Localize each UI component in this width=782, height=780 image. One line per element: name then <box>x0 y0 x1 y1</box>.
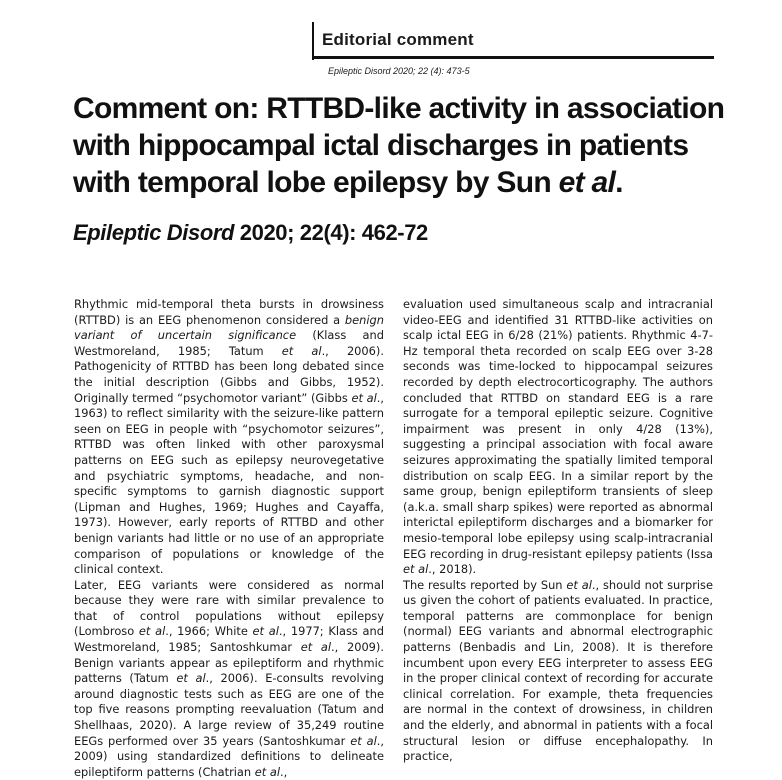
paragraph <box>74 578 384 780</box>
text-run: ., 2018). <box>428 562 477 577</box>
section-rule <box>314 56 714 59</box>
text-run: ., 1977; Klass and Westmoreland, 1985; Santoshkumar <box>74 624 384 655</box>
text-run: ., should not surprise us given the cohort of patients evaluated. In practice, temporal patterns are commonplace for benign (normal) EEG variants and abnormal electrographic patterns (Benbadis and Lin, 2008). It is therefore incumbent upon every EEG interpreter to assess EEG in the proper clinical context of recording for accurate clinical correlation. For example, theta frequencies are normal in the context of drowsiness, in children and the elderly, and abnormal in patients with a focal structural lesion or diffuse encephalopathy. In practice, <box>403 577 713 764</box>
text-run: ., 1966; White <box>165 624 253 639</box>
text-run: Rhythmic mid-temporal theta bursts in drowsiness (RTTBD) is an EEG phenomenon considered a <box>74 297 384 327</box>
section-header <box>312 22 714 60</box>
paragraph <box>74 297 384 578</box>
italic-text: et al <box>176 671 206 686</box>
journal-citation: Epileptic Disord 2020; 22 (4): 473-5 <box>328 66 470 76</box>
text-run: ., <box>280 764 288 779</box>
text-run: (Klass and Westmoreland, 1985; Tatum <box>74 328 384 358</box>
text-run: ., 2009) using standardized definitions to delineate epileptiform patterns (Chatrian <box>74 733 384 779</box>
italic-text: et al <box>566 577 592 592</box>
text-run: ., 2006). E-consults revolving around diagnostic tests such as EEG are one of the top five reasons prompting reevaluation (Tatum and Shellhaas, 2020). A large review of 35,249 routine EEGs performed over 35 years (Santoshkumar <box>74 671 384 748</box>
italic-text: benign variant of uncertain significance <box>74 312 384 343</box>
title-etal: et al <box>558 166 616 199</box>
section-label: Editorial comment <box>322 30 474 49</box>
title-end: . <box>615 166 623 199</box>
italic-text: et al <box>281 343 322 358</box>
text-run: ., 2006). Pathogenicity of RTTBD has been long debated since the initial description (Gibbs and Gibbs, 1952). Originally termed “psychomotor variant” (Gibbs <box>74 343 384 405</box>
reference-journal: Epileptic Disord <box>73 220 235 245</box>
italic-text: et al <box>252 624 279 639</box>
text-run: ., 2009). Benign variants appear as epileptiform and rhythmic patterns (Tatum <box>74 640 384 686</box>
italic-text: et al <box>300 640 332 655</box>
italic-text: et al <box>403 562 429 577</box>
right-column <box>403 297 713 765</box>
italic-text: et al <box>351 390 377 405</box>
italic-text: et al <box>138 624 166 639</box>
text-run: evaluation used simultaneous scalp and intracranial video-EEG and identified 31 RTTBD-like activities on scalp ictal EEG in 6/28 (21%) patients. Rhythmic 4-7-Hz temporal theta recorded on scalp EEG over 3-28 seconds was time-locked to hippocampal seizures recorded by depth electrocorticography. The authors concluded that RTTBD on standard EEG is a rare surrogate for a temporal epileptic seizure. Cognitive impairment was present in only 4/28 (13%), suggesting a principal association with focal aware seizures approximating the spatially limited temporal distribution on scalp EEG. In a similar report by the same group, benign epileptiform transients of sleep (a.k.a. small sharp spikes) were reported as abnormal interictal epileptiform discharges and a biomarker for mesio-temporal lobe epilepsy using scalp-intracranial EEG recording in drug-resistant epilepsy patients (Issa <box>403 297 714 561</box>
article-title <box>73 90 753 201</box>
text-run: The results reported by Sun <box>403 577 567 592</box>
text-run: ., 1963) to reflect similarity with the seizure-like pattern seen on EEG in people with “psychomotor seizures”, RTTBD was often linked with other paroxysmal patterns on EEG such as epilepsy neurovegetative and psychiatric symptoms, headache, and non-specific symptoms to garnish diagnostic support (Lipman and Hughes, 1969; Hughes and Cayaffa, 1973). However, early reports of RTTBD and other benign variants had little or no use of an appropriate comparison of populations or knowledge of the clinical context. <box>74 390 384 577</box>
italic-text: et al <box>254 764 281 779</box>
paragraph <box>403 578 713 765</box>
text-run: Later, EEG variants were considered as normal because they were rare with similar prevalence to that of control populations without epilepsy (Lombroso <box>74 577 384 639</box>
italic-text: et al <box>350 733 377 748</box>
left-column <box>74 297 384 780</box>
title-text: Comment on: RTTBD-like activity in association with hippocampal ictal discharges in patients with temporal lobe epilepsy by Sun <box>73 92 725 199</box>
article-reference <box>73 220 428 246</box>
paragraph <box>403 297 713 578</box>
reference-details: 2020; 22(4): 462-72 <box>234 220 428 245</box>
